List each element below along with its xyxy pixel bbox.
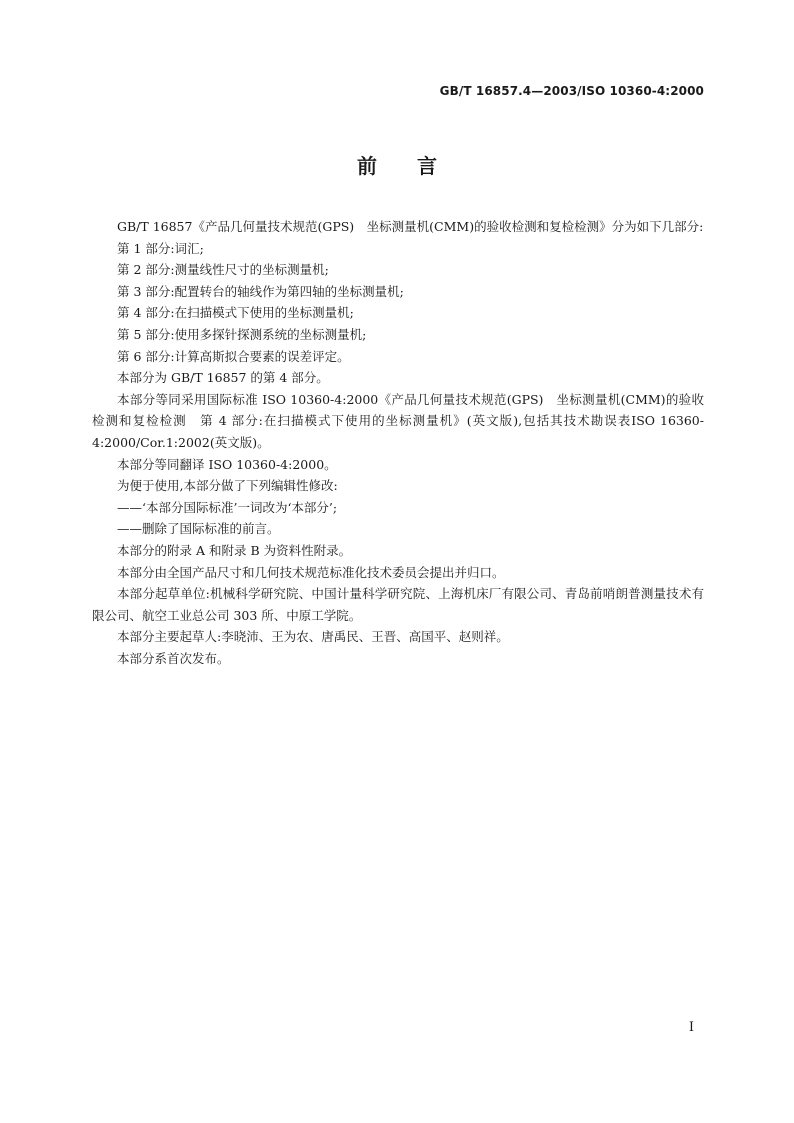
part-list-item: 第 5 部分:使用多探针探测系统的坐标测量机; (117, 326, 367, 342)
paragraph-drafting-units: 本部分起草单位:机械科学研究院、中国计量科学研究院、上海机床厂有限公司、青岛前哨朗普测量技术有限公司、航空工业总公司 303 所、中原工学院。 (92, 586, 704, 623)
part-list-item: 第 1 部分:词汇; (117, 240, 204, 256)
editorial-change-item: ——删除了国际标准的前言。 (117, 521, 280, 537)
paragraph-part-statement: 本部分为 GB/T 16857 的第 4 部分。 (117, 370, 329, 386)
page-number: I (688, 1020, 694, 1035)
part-list-item: 第 6 部分:计算高斯拟合要素的误差评定。 (117, 348, 350, 364)
paragraph-first-release: 本部分系首次发布。 (117, 650, 230, 666)
paragraph-editorial-changes: 为便于使用,本部分做了下列编辑性修改: (117, 478, 338, 494)
paragraph-annexes: 本部分的附录 A 和附录 B 为资料性附录。 (117, 542, 352, 558)
editorial-change-item: ——‘本部分国际标准’一词改为‘本部分’; (117, 499, 338, 515)
paragraph-intro: GB/T 16857《产品几何量技术规范(GPS) 坐标测量机(CMM)的验收检测和复检检测》分为如下几部分: (117, 219, 704, 234)
standard-code-header: GB/T 16857.4—2003/ISO 10360-4:2000 (439, 84, 704, 98)
paragraph-drafters: 本部分主要起草人:李晓沛、王为农、唐禹民、王晋、高国平、赵则祥。 (117, 629, 509, 645)
part-list-item: 第 3 部分:配置转台的轴线作为第四轴的坐标测量机; (117, 283, 404, 299)
paragraph-adoption: 本部分等同采用国际标准 ISO 10360-4:2000《产品几何量技术规范(GPS) 坐标测量机(CMM)的验收检测和复检检测 第 4 部分:在扫描模式下使用的坐标测量机》(英文版),包括其技术勘误表ISO 16360-4:2000/Cor.1:2002(英文版)。 (92, 391, 704, 450)
part-list-item: 第 2 部分:测量线性尺寸的坐标测量机; (117, 262, 329, 278)
paragraph-translation: 本部分等同翻译 ISO 10360-4:2000。 (117, 456, 337, 472)
foreword-body (92, 216, 704, 669)
paragraph-proposer: 本部分由全国产品尺寸和几何技术规范标准化技术委员会提出并归口。 (117, 564, 505, 580)
page-title: 前言 (357, 154, 477, 178)
part-list-item: 第 4 部分:在扫描模式下使用的坐标测量机; (117, 305, 354, 321)
